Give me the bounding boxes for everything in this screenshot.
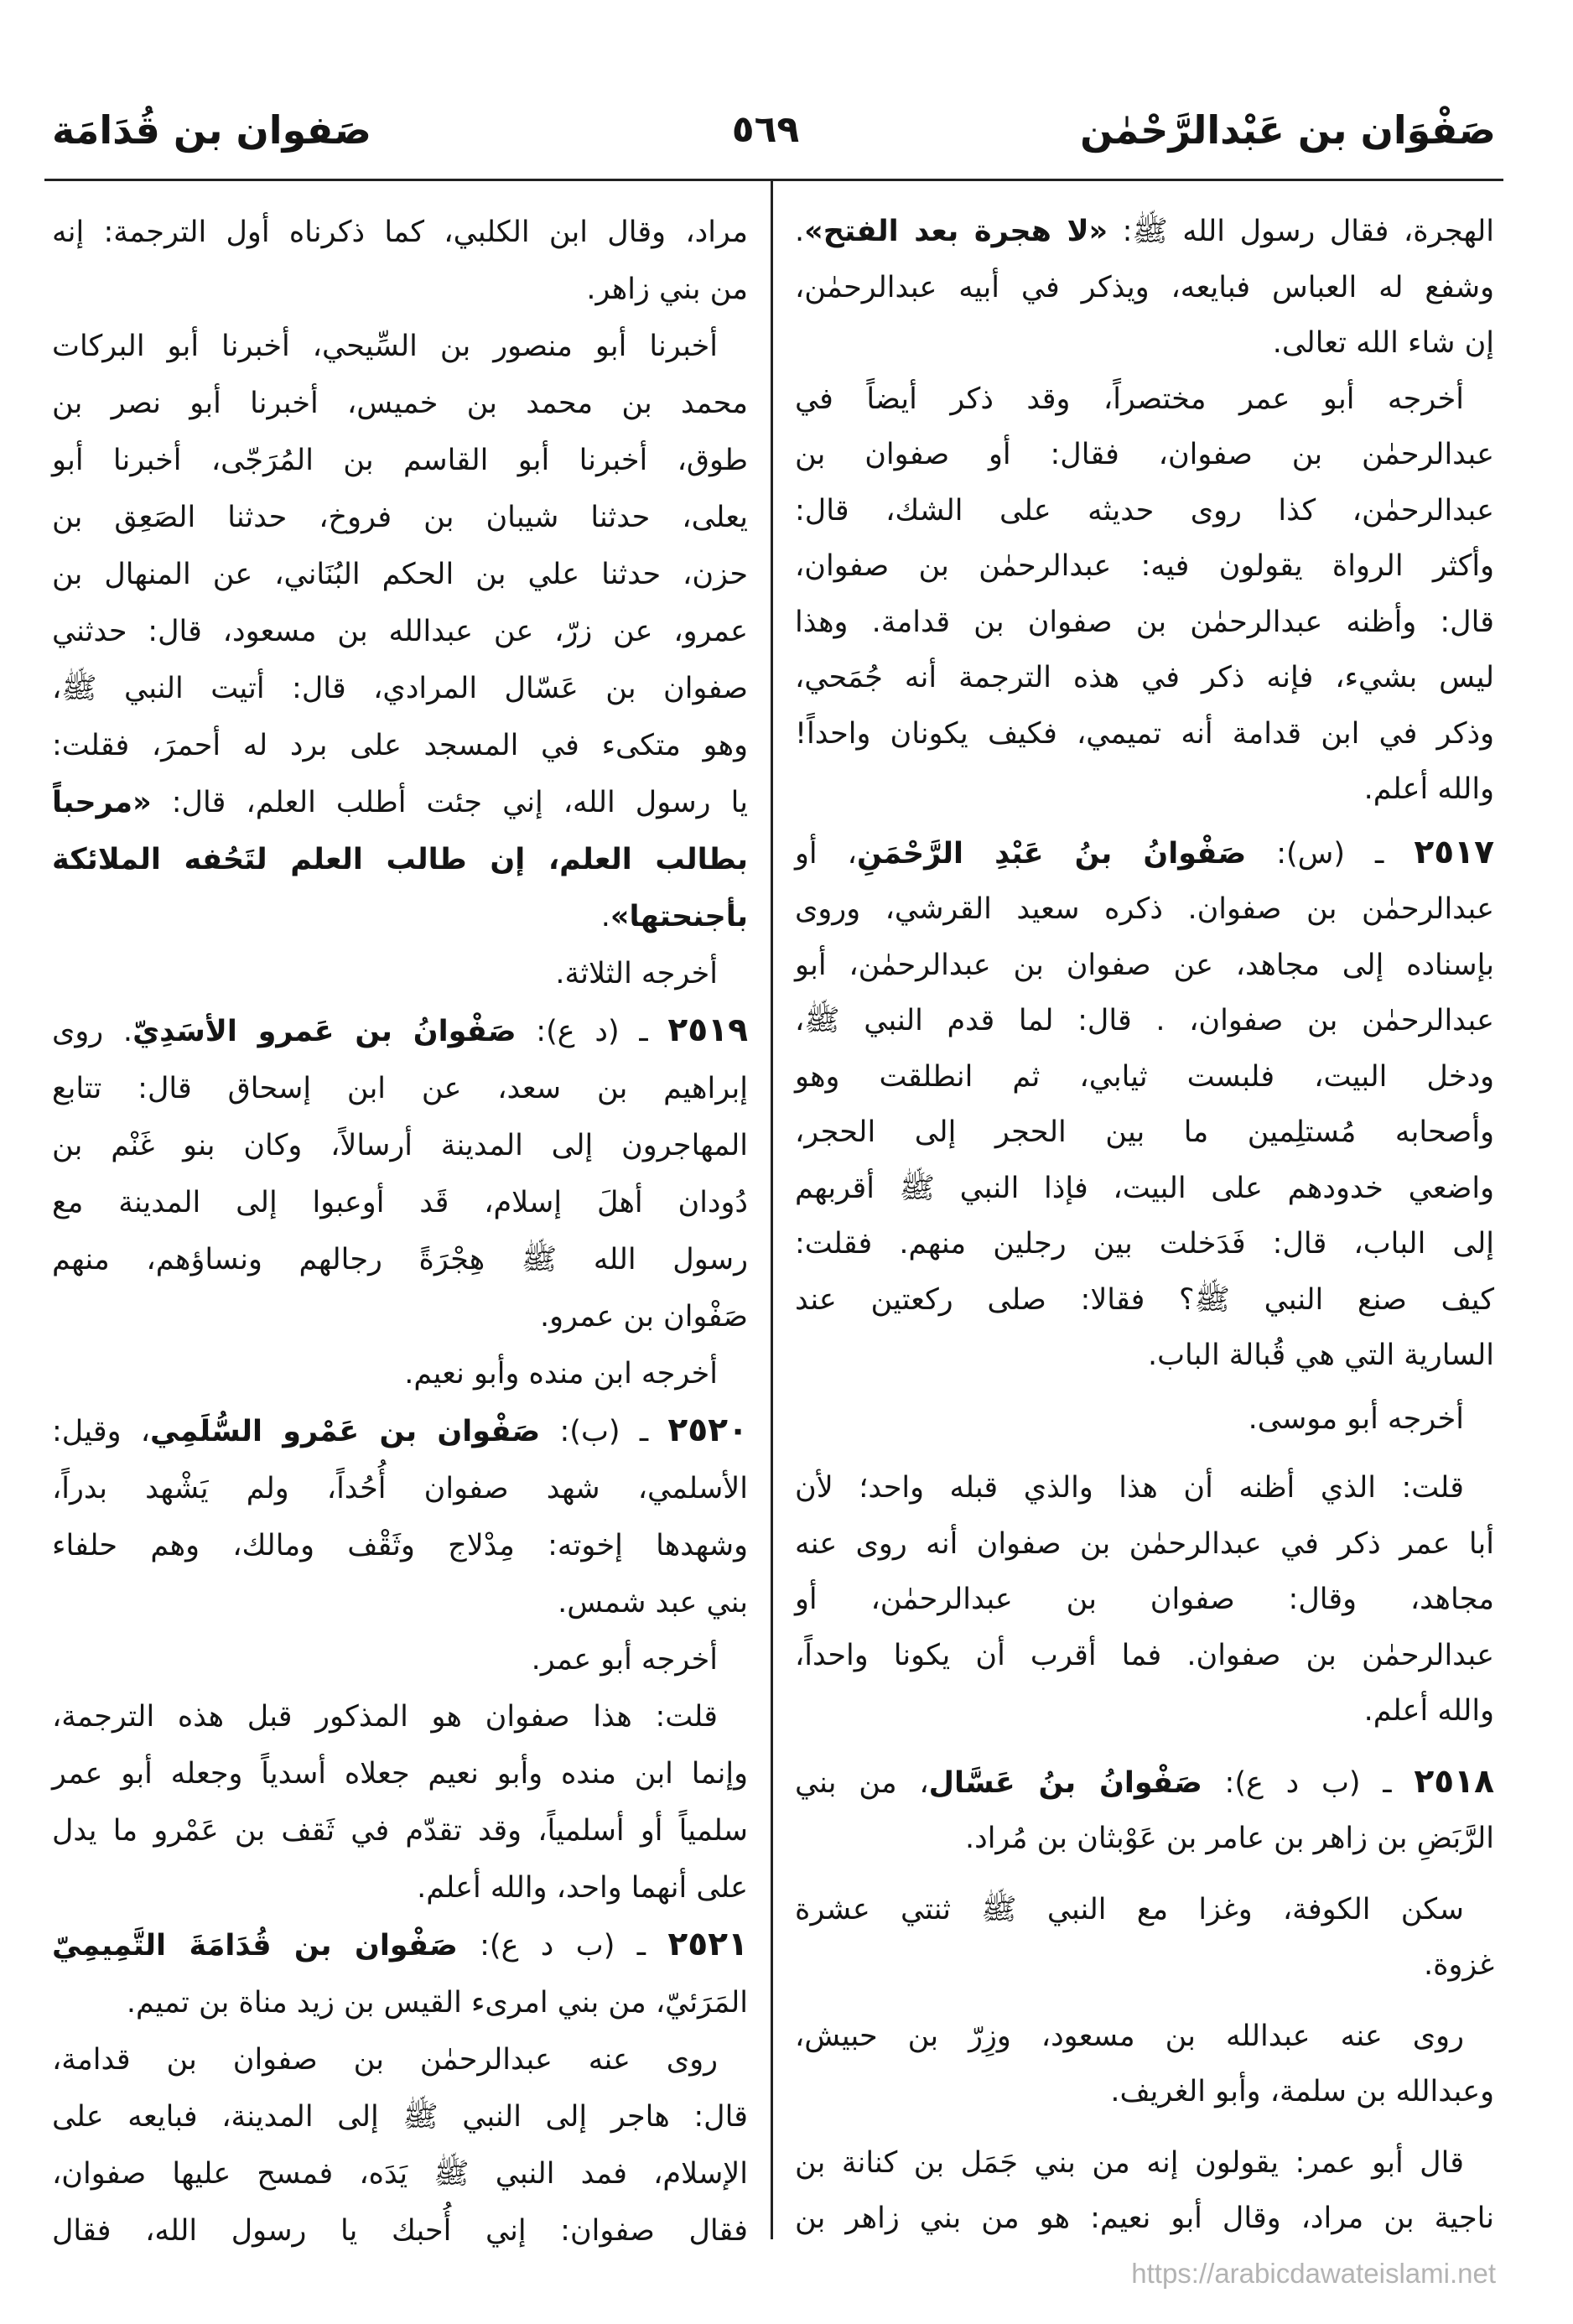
text-line: يعلى، حدثنا شيبان بن فروخ، حدثنا الصَعِق بن [52,501,748,534]
text-segment: يا رسول الله، إني جئت أطلب العلم، قال: [151,786,748,819]
text-line [52,774,748,831]
emphasized-text: صَفْوانُ بنُ عَبْدِ الرَّحْمَنِ [856,836,1247,871]
text-line: أخرجه ابن منده وأبو نعيم. [404,1357,718,1391]
emphasized-text: «مرحباً [52,786,152,819]
text-line: بإسناده إلى مجاهد، عن صفوان بن عبدالرحمٰن، أبو [795,948,1494,982]
entry-heading-line [795,825,1494,882]
text-line: إلى الباب، قال: فَدَخلت بين رجلين منهم. فقلت: [795,1227,1494,1261]
paragraph [795,2009,1494,2120]
entry-paragraph [52,1916,748,2031]
text-line: وعبدالله بن سلمة، وأبو الغريف. [1110,2075,1494,2108]
text-line: وهو متكىء في المسجد على برد له أحمرَ، فقلت: [52,729,748,762]
text-line: روى عنه عبدالرحمٰن بن صفوان بن قدامة، [52,2043,718,2077]
text-line: محمد بن محمد بن خميس، أخبرنا أبو نصر بن [52,387,748,420]
left-column [52,204,748,2259]
text-line: الأسلمي، شهد صفوان أُحُداً، ولم يَشْهد بدراً، [52,1472,748,1505]
entry-paragraph [52,1002,748,1345]
text-line: من بني زاهر. [586,273,748,306]
text-line: قلت: هذا صفوان هو المذكور قبل هذه الترجمة، [52,1700,718,1734]
entry-heading-line [795,1755,1494,1812]
entry-number: ٢٥١٧ [1414,833,1494,871]
text-segment: . روى [52,1015,133,1048]
paragraph [52,318,748,945]
emphasized-text: صَفْوان بن عَمْرو السُّلَمِي [150,1415,541,1448]
text-line: ودخل البيت، فلبست ثيابي، ثم انطلقت وهو [795,1059,1494,1094]
entry-paragraph [795,825,1494,1384]
text-line: رسول الله ﷺ هِجْرَةً رجالهم ونساؤهم، منهم [52,1243,748,1276]
entry-number: ٢٥٢٠ [667,1412,749,1449]
text-line [795,204,1494,260]
text-line: بني عبد شمس. [558,1586,748,1620]
paragraph [795,1882,1494,1994]
text-line: غزوة. [1424,1948,1494,1982]
emphasized-text: صَفْوان بن قُدَامَةَ التَّمِيمِيّ [52,1929,458,1963]
text-line: المهاجرون إلى المدينة أرسالاً، وكان بنو غَنْم بن [52,1129,748,1162]
text-line: أخرجه أبو عمر. [531,1643,718,1677]
header-title-left: صَفوان بن قُدَامَة [52,107,371,153]
emphasized-text: بطالب العلم، إن طالب العلم لتَحُفه الملائكة [52,843,748,876]
text-line: مراد، وقال ابن الكلبي، كما ذكرناه أول الترجمة: إنه [52,216,748,249]
emphasized-text: «لا هجرة بعد الفتح» [804,215,1108,248]
emphasized-text: بأجنحتها» [610,900,748,933]
text-line: والله أعلم. [1363,772,1494,806]
paragraph [52,1345,748,1402]
text-line: أخرجه أبو عمر مختصراً، وقد ذكر أيضاً في [795,382,1464,416]
text-line [52,888,748,945]
text-line: قال: هاجر إلى النبي ﷺ إلى المدينة، فبايعه على [52,2100,748,2134]
text-segment: ـ (ب د ع): [457,1929,668,1963]
entry-number: ٢٥١٨ [1414,1762,1495,1801]
text-line: واضعي خدودهم على البيت، فإذا النبي ﷺ أقربهم [795,1171,1494,1205]
text-line: قلت: الذي أظنه أن هذا والذي قبله واحد؛ لأن [795,1471,1464,1505]
text-line: أخرجه الثلاثة. [555,957,718,990]
text-line: مجاهد، وقال: صفوان بن عبدالرحمٰن، أو [795,1583,1494,1616]
text-line: كيف صنع النبي ﷺ؟ فقالا: صلى ركعتين عند [795,1282,1494,1317]
text-line: دُودان أهلَ إسلام، قَد أوعبوا إلى المدينة مع [52,1186,748,1219]
entry-heading-line [52,1002,748,1060]
text-line: سكن الكوفة، وغزا مع النبي ﷺ ثنتي عشرة [795,1892,1464,1926]
paragraph [795,2135,1494,2247]
text-line: السارية التي هي قُبالة الباب. [1147,1339,1494,1372]
text-line: صفوان بن عَسّال المرادي، قال: أتيت النبي ﷺ، [52,672,748,705]
text-line [52,831,748,888]
text-segment: ـ (ب د ع): [1202,1765,1415,1800]
text-line: حزن، حدثنا علي بن الحكم البُنَاني، عن المنهال بن [52,558,748,591]
paragraph [52,1688,748,1916]
watermark-url: https://arabicdawateislami.net [1131,2258,1496,2289]
paragraph [795,372,1494,818]
text-line: الإسلام، فمد النبي ﷺ يَدَه، فمسح عليها صفوان، [52,2157,748,2191]
text-line: قال: وأظنه عبدالرحمٰن بن صفوان بن قدامة. وهذا [795,605,1494,639]
text-line: عبدالرحمٰن، كذا روى حديثه على الشك، قال: [795,493,1494,528]
text-line: إن شاء الله تعالى. [1272,326,1494,360]
running-header [52,99,1496,161]
text-line: صَفْوان بن عمرو. [539,1300,748,1334]
text-line: أبا عمر ذكر في عبدالرحمٰن بن صفوان أنه روى عنه [795,1526,1494,1561]
paragraph [52,2031,748,2259]
page-number: ٥٦٩ [731,108,800,151]
entry-paragraph [52,1402,748,1631]
text-segment: الهجرة، فقال رسول الله ﷺ: [1108,215,1494,248]
text-line: إبراهيم بن سعد، عن ابن إسحاق قال: تتابع [52,1072,748,1105]
text-line: وإنما ابن منده وأبو نعيم جعلاه أسدياً وجعله أبو عمر [52,1757,748,1791]
text-line: وأكثر الرواة يقولون فيه: عبدالرحمٰن بن صفوان، [795,549,1494,583]
text-segment: ، أو [795,836,857,871]
header-title-right: صَفْوَان بن عَبْدالرَّحْمٰن [1080,107,1496,153]
text-line: الرَّبَضِ بن زاهر بن عامر بن عَوْبثان بن مُراد. [965,1822,1494,1855]
paragraph [795,1391,1494,1448]
text-segment: ، وقيل: [52,1415,151,1448]
text-line: عمرو، عن زرّ، عن عبدالله بن مسعود، قال: حدثني [52,615,748,648]
column-divider [771,179,773,2239]
text-segment: . [795,215,805,248]
entry-number: ٢٥٢١ [667,1926,748,1963]
text-line: سلمياً أو أسلمياً، وقد تقدّم في ثَقف بن عَمْرو ما يدل [52,1814,748,1848]
text-line: وأصحابه مُستلِمين ما بين الحجر إلى الحجر، [795,1115,1494,1149]
text-segment: ، من بني [795,1765,929,1800]
text-line: قال أبو عمر: يقولون إنه من بني جَمَل بن كنانة بن [795,2145,1464,2180]
text-segment: ـ (س): [1246,836,1415,871]
text-line: فقال صفوان: إني أُحبك يا رسول الله، فقال [52,2214,748,2248]
text-line: ليس بشيء، فإنه ذكر في هذه الترجمة أنه جُمَحي، [795,661,1494,694]
text-segment: ـ (د ع): [516,1015,668,1048]
text-line: أخرجه أبو موسى. [1248,1401,1464,1436]
text-line: وشهدها إخوته: مِدْلاج وثَقْف ومالك، وهم حلفاء [52,1529,748,1562]
emphasized-text: صَفْوانُ بن عَمرو الأسَدِيّ [132,1015,517,1048]
text-segment: ـ (ب): [540,1415,668,1448]
text-line: عبدالرحمٰن بن صفوان، فقال: أو صفوان بن [795,438,1494,471]
text-line: المَرَئيّ، من بني امرىء القيس بن زيد مناة بن تميم. [126,1986,748,2020]
text-line: وشفع له العباس فبايعه، ويذكر في أبيه عبدالرحمٰن، [795,270,1494,304]
entry-heading-line [52,1402,748,1460]
entry-paragraph [795,1755,1494,1867]
header-rule [44,179,1503,181]
paragraph [52,1631,748,1688]
text-line: عبدالرحمٰن بن صفوان، . قال: لما قدم النبي ﷺ، [795,1004,1494,1037]
text-line: على أنهما واحد، والله أعلم. [417,1871,748,1905]
text-line: عبدالرحمٰن بن صفوان. ذكره سعيد القرشي، وروى [795,892,1494,926]
paragraph [795,1460,1494,1739]
entry-number: ٢٥١٩ [667,1011,749,1049]
text-line: عبدالرحمٰن بن صفوان. فما أقرب أن يكونا واحداً، [795,1638,1494,1672]
text-segment: . [600,900,610,933]
text-line: ناجية بن مراد، وقال أبو نعيم: هو من بني زاهر بن [795,2202,1494,2235]
right-column [795,204,1494,2247]
text-line: والله أعلم. [1363,1694,1494,1728]
text-line: أخبرنا أبو منصور بن السِّيحي، أخبرنا أبو البركات [52,330,718,363]
paragraph [52,945,748,1002]
emphasized-text: صَفْوانُ بنُ عَسَّال [928,1765,1202,1800]
text-line: روى عنه عبدالله بن مسعود، وزِرّ بن حبيش، [795,2019,1464,2053]
paragraph [52,204,748,318]
entry-heading-line [52,1916,748,1974]
paragraph [795,204,1494,372]
text-line: وذكر في ابن قدامة أنه تميمي، فكيف يكونان واحداً! [795,716,1494,751]
text-line: طوق، أخبرنا أبو القاسم بن المُرَجّى، أخبرنا أبو [52,444,748,477]
